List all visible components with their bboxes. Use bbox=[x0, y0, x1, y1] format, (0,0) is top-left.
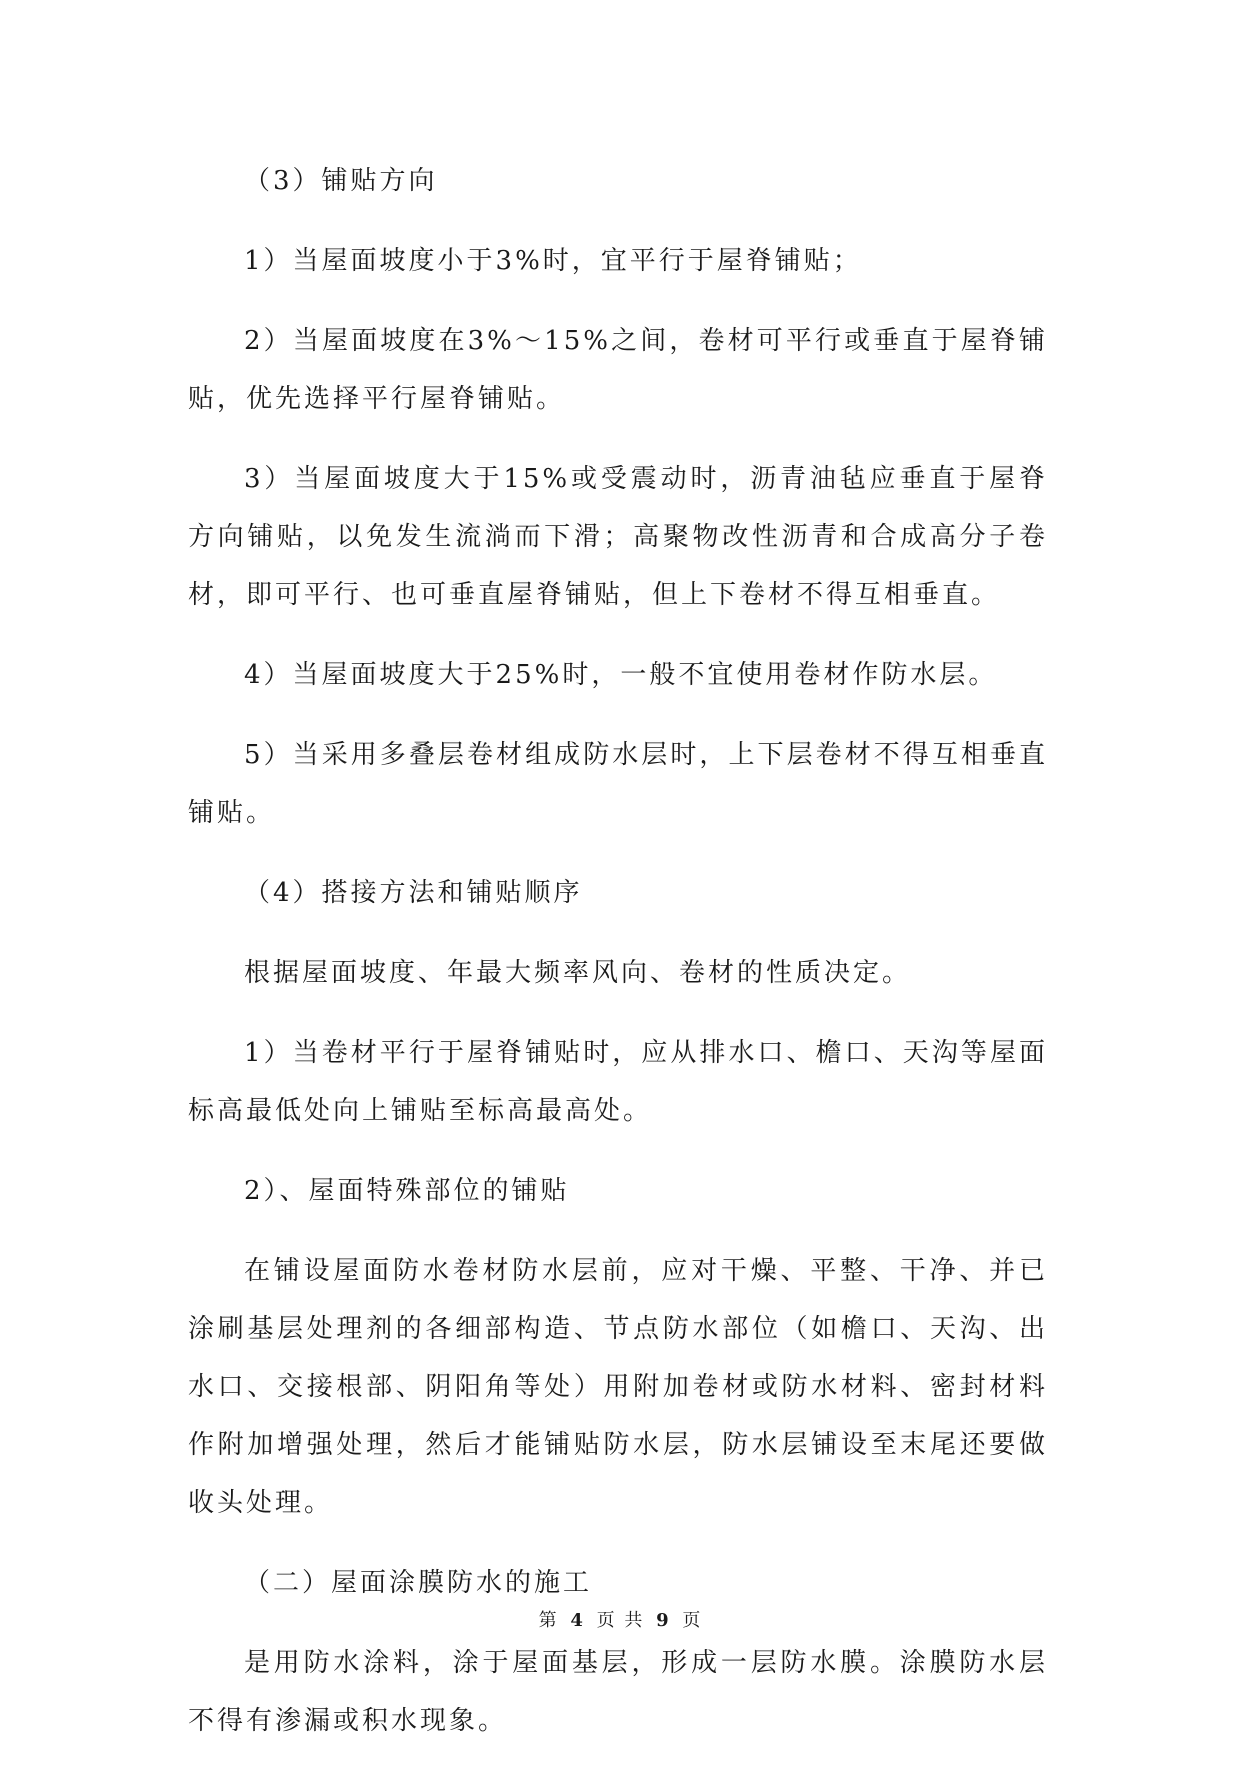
paragraph: 1）当卷材平行于屋脊铺贴时，应从排水口、檐口、天沟等屋面标高最低处向上铺贴至标高最高处。 bbox=[188, 1038, 1048, 1126]
section-heading-overlap-method: （4）搭接方法和铺贴顺序 bbox=[244, 878, 583, 908]
paragraph: 1）当屋面坡度小于3%时，宜平行于屋脊铺贴； bbox=[244, 246, 862, 276]
paragraph: 是用防水涂料，涂于屋面基层，形成一层防水膜。涂膜防水层不得有渗漏或积水现象。 bbox=[188, 1648, 1048, 1736]
paragraph: 5）当采用多叠层卷材组成防水层时，上下层卷材不得互相垂直铺贴。 bbox=[188, 740, 1048, 828]
paragraph: 3）当屋面坡度大于15%或受震动时，沥青油毡应垂直于屋脊方向铺贴，以免发生流淌而下滑；高聚物改性沥青和合成高分子卷材，即可平行、也可垂直屋脊铺贴，但上下卷材不得互相垂直。 bbox=[188, 464, 1048, 610]
page-footer bbox=[0, 1606, 1241, 1632]
paragraph: 2）、屋面特殊部位的铺贴 bbox=[244, 1176, 570, 1206]
footer-suffix: 页 bbox=[682, 1610, 703, 1631]
footer-middle: 页 共 bbox=[596, 1610, 645, 1631]
paragraph: 4）当屋面坡度大于25%时，一般不宜使用卷材作防水层。 bbox=[244, 660, 998, 690]
total-page-count: 9 bbox=[656, 1610, 671, 1631]
document-body bbox=[188, 152, 1048, 1772]
section-heading-coating-membrane: （二）屋面涂膜防水的施工 bbox=[244, 1568, 593, 1598]
paragraph: 在铺设屋面防水卷材防水层前，应对干燥、平整、干净、并已涂刷基层处理剂的各细部构造、节点防水部位（如檐口、天沟、出水口、交接根部、阴阳角等处）用附加卷材或防水材料、密封材料作附加增强处理，然后才能铺贴防水层，防水层铺设至末尾还要做收头处理。 bbox=[188, 1256, 1048, 1518]
paragraph: 根据屋面坡度、年最大频率风向、卷材的性质决定。 bbox=[244, 958, 912, 988]
footer-prefix: 第 bbox=[538, 1610, 559, 1631]
section-heading-laying-direction: （3）铺贴方向 bbox=[244, 166, 438, 196]
current-page-number: 4 bbox=[570, 1610, 585, 1631]
paragraph: 2）当屋面坡度在3%～15%之间，卷材可平行或垂直于屋脊铺贴，优先选择平行屋脊铺贴。 bbox=[188, 326, 1048, 414]
